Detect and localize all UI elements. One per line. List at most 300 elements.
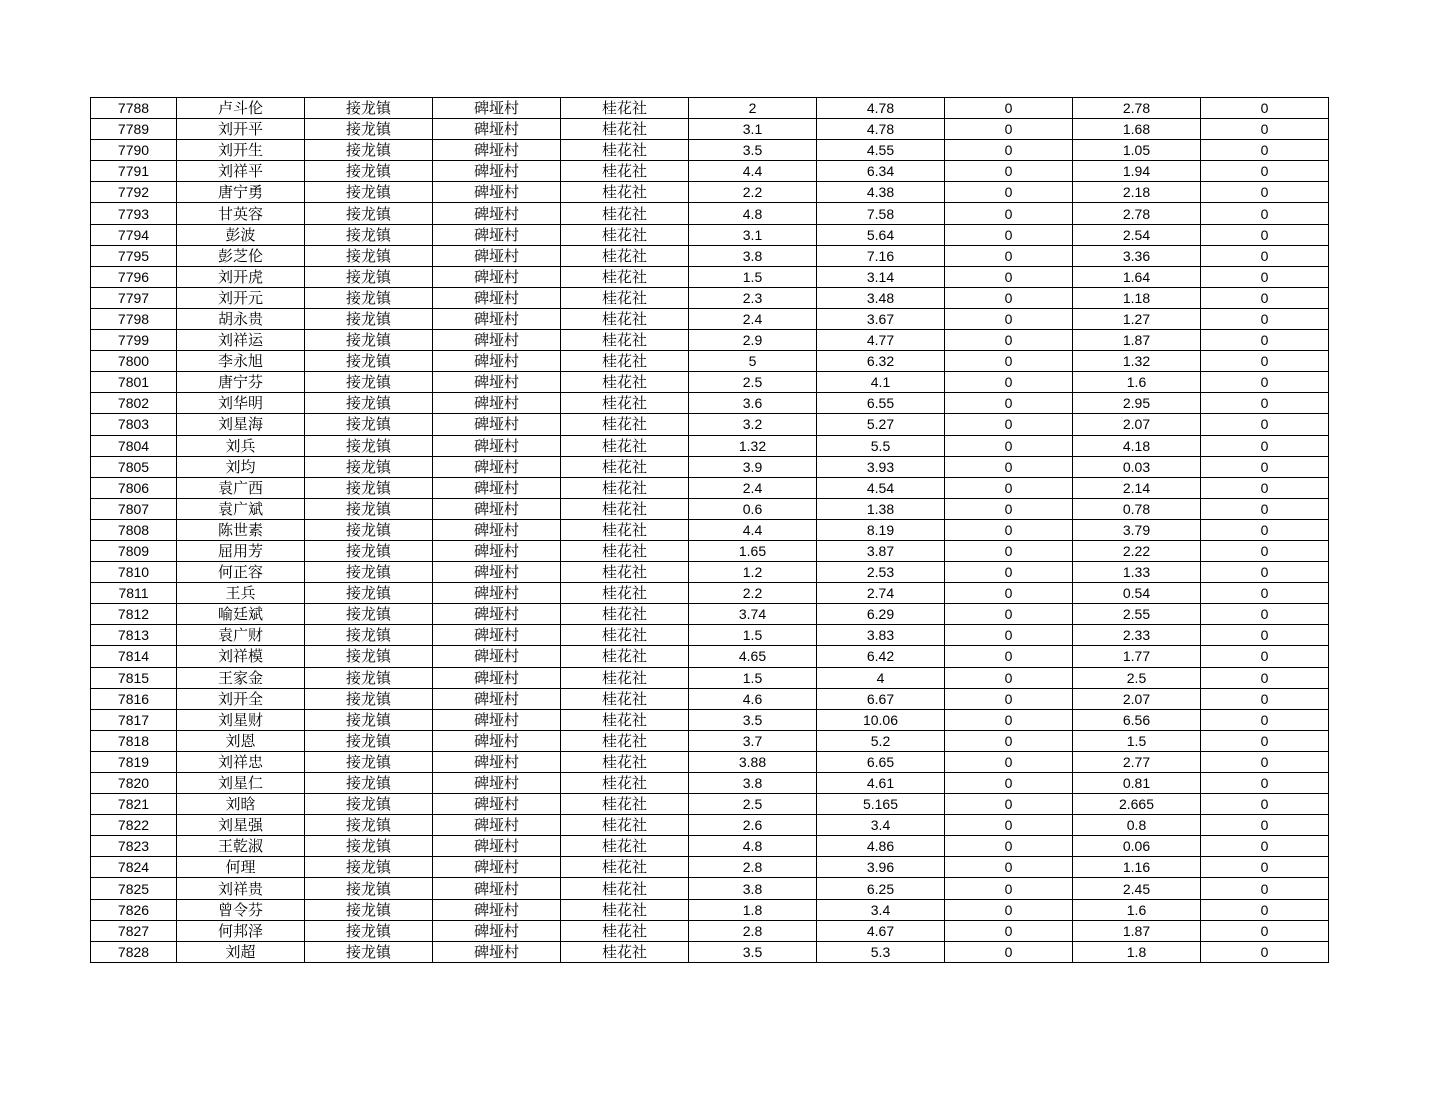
name-cell: 刘均: [177, 456, 305, 477]
value-b-cell: 10.06: [817, 709, 945, 730]
village-cell: 碑垭村: [433, 773, 561, 794]
id-cell: 7815: [91, 667, 177, 688]
value-b-cell: 4.61: [817, 773, 945, 794]
group-cell: 桂花社: [561, 751, 689, 772]
value-a-cell: 2.8: [689, 920, 817, 941]
id-cell: 7795: [91, 245, 177, 266]
name-cell: 刘晗: [177, 794, 305, 815]
village-cell: 碑垭村: [433, 203, 561, 224]
town-cell: 接龙镇: [305, 140, 433, 161]
value-c-cell: 0: [945, 266, 1073, 287]
value-e-cell: 0: [1201, 941, 1329, 962]
table-row: [91, 245, 1329, 266]
value-c-cell: 0: [945, 604, 1073, 625]
id-cell: 7823: [91, 836, 177, 857]
town-cell: 接龙镇: [305, 878, 433, 899]
value-d-cell: 2.33: [1073, 625, 1201, 646]
value-b-cell: 6.25: [817, 878, 945, 899]
value-d-cell: 1.87: [1073, 330, 1201, 351]
id-cell: 7810: [91, 562, 177, 583]
value-e-cell: 0: [1201, 857, 1329, 878]
town-cell: 接龙镇: [305, 330, 433, 351]
id-cell: 7796: [91, 266, 177, 287]
town-cell: 接龙镇: [305, 98, 433, 119]
value-e-cell: 0: [1201, 604, 1329, 625]
table-row: [91, 477, 1329, 498]
table-row: [91, 562, 1329, 583]
table-row: [91, 920, 1329, 941]
value-e-cell: 0: [1201, 667, 1329, 688]
value-b-cell: 4.78: [817, 119, 945, 140]
table-row: [91, 667, 1329, 688]
name-cell: 何邦泽: [177, 920, 305, 941]
town-cell: 接龙镇: [305, 435, 433, 456]
name-cell: 刘星仁: [177, 773, 305, 794]
village-cell: 碑垭村: [433, 667, 561, 688]
value-a-cell: 3.8: [689, 245, 817, 266]
value-a-cell: 4.4: [689, 161, 817, 182]
town-cell: 接龙镇: [305, 751, 433, 772]
value-e-cell: 0: [1201, 435, 1329, 456]
table-row: [91, 646, 1329, 667]
value-c-cell: 0: [945, 224, 1073, 245]
value-e-cell: 0: [1201, 730, 1329, 751]
town-cell: 接龙镇: [305, 393, 433, 414]
value-c-cell: 0: [945, 920, 1073, 941]
group-cell: 桂花社: [561, 562, 689, 583]
value-a-cell: 3.5: [689, 140, 817, 161]
village-cell: 碑垭村: [433, 836, 561, 857]
value-a-cell: 1.65: [689, 540, 817, 561]
value-c-cell: 0: [945, 667, 1073, 688]
value-b-cell: 8.19: [817, 519, 945, 540]
value-e-cell: 0: [1201, 583, 1329, 604]
id-cell: 7809: [91, 540, 177, 561]
value-a-cell: 2.2: [689, 182, 817, 203]
town-cell: 接龙镇: [305, 920, 433, 941]
value-e-cell: 0: [1201, 414, 1329, 435]
id-cell: 7821: [91, 794, 177, 815]
value-e-cell: 0: [1201, 308, 1329, 329]
value-b-cell: 1.38: [817, 498, 945, 519]
value-e-cell: 0: [1201, 351, 1329, 372]
value-c-cell: 0: [945, 646, 1073, 667]
town-cell: 接龙镇: [305, 414, 433, 435]
value-d-cell: 1.05: [1073, 140, 1201, 161]
value-e-cell: 0: [1201, 920, 1329, 941]
name-cell: 袁广斌: [177, 498, 305, 519]
value-d-cell: 2.77: [1073, 751, 1201, 772]
town-cell: 接龙镇: [305, 372, 433, 393]
village-cell: 碑垭村: [433, 498, 561, 519]
value-c-cell: 0: [945, 245, 1073, 266]
village-cell: 碑垭村: [433, 351, 561, 372]
table-row: [91, 161, 1329, 182]
table-row: [91, 351, 1329, 372]
name-cell: 刘祥运: [177, 330, 305, 351]
value-d-cell: 2.22: [1073, 540, 1201, 561]
village-cell: 碑垭村: [433, 393, 561, 414]
value-a-cell: 2.4: [689, 477, 817, 498]
value-d-cell: 2.95: [1073, 393, 1201, 414]
id-cell: 7793: [91, 203, 177, 224]
table-row: [91, 182, 1329, 203]
name-cell: 刘祥平: [177, 161, 305, 182]
group-cell: 桂花社: [561, 899, 689, 920]
name-cell: 刘恩: [177, 730, 305, 751]
town-cell: 接龙镇: [305, 119, 433, 140]
village-cell: 碑垭村: [433, 941, 561, 962]
table-row: [91, 836, 1329, 857]
name-cell: 曾令芬: [177, 899, 305, 920]
value-b-cell: 4.54: [817, 477, 945, 498]
value-c-cell: 0: [945, 372, 1073, 393]
value-b-cell: 4.86: [817, 836, 945, 857]
value-e-cell: 0: [1201, 688, 1329, 709]
value-b-cell: 3.67: [817, 308, 945, 329]
town-cell: 接龙镇: [305, 266, 433, 287]
name-cell: 刘超: [177, 941, 305, 962]
group-cell: 桂花社: [561, 794, 689, 815]
town-cell: 接龙镇: [305, 477, 433, 498]
value-e-cell: 0: [1201, 287, 1329, 308]
value-e-cell: 0: [1201, 646, 1329, 667]
group-cell: 桂花社: [561, 119, 689, 140]
value-d-cell: 2.665: [1073, 794, 1201, 815]
group-cell: 桂花社: [561, 372, 689, 393]
value-d-cell: 1.6: [1073, 899, 1201, 920]
village-cell: 碑垭村: [433, 224, 561, 245]
town-cell: 接龙镇: [305, 519, 433, 540]
value-e-cell: 0: [1201, 773, 1329, 794]
id-cell: 7820: [91, 773, 177, 794]
value-a-cell: 2.8: [689, 857, 817, 878]
value-c-cell: 0: [945, 393, 1073, 414]
value-b-cell: 3.4: [817, 899, 945, 920]
town-cell: 接龙镇: [305, 583, 433, 604]
value-a-cell: 3.5: [689, 941, 817, 962]
value-a-cell: 2.2: [689, 583, 817, 604]
id-cell: 7790: [91, 140, 177, 161]
group-cell: 桂花社: [561, 815, 689, 836]
village-cell: 碑垭村: [433, 688, 561, 709]
name-cell: 卢斗伦: [177, 98, 305, 119]
id-cell: 7807: [91, 498, 177, 519]
village-cell: 碑垭村: [433, 878, 561, 899]
group-cell: 桂花社: [561, 456, 689, 477]
town-cell: 接龙镇: [305, 604, 433, 625]
village-cell: 碑垭村: [433, 330, 561, 351]
value-e-cell: 0: [1201, 182, 1329, 203]
name-cell: 刘星强: [177, 815, 305, 836]
group-cell: 桂花社: [561, 941, 689, 962]
value-d-cell: 1.6: [1073, 372, 1201, 393]
id-cell: 7816: [91, 688, 177, 709]
value-a-cell: 5: [689, 351, 817, 372]
table-row: [91, 435, 1329, 456]
value-d-cell: 2.55: [1073, 604, 1201, 625]
value-a-cell: 3.74: [689, 604, 817, 625]
town-cell: 接龙镇: [305, 351, 433, 372]
value-b-cell: 5.27: [817, 414, 945, 435]
value-d-cell: 1.77: [1073, 646, 1201, 667]
value-c-cell: 0: [945, 519, 1073, 540]
value-b-cell: 6.55: [817, 393, 945, 414]
name-cell: 王兵: [177, 583, 305, 604]
value-c-cell: 0: [945, 878, 1073, 899]
value-c-cell: 0: [945, 815, 1073, 836]
town-cell: 接龙镇: [305, 224, 433, 245]
table-row: [91, 625, 1329, 646]
value-b-cell: 2.53: [817, 562, 945, 583]
village-cell: 碑垭村: [433, 182, 561, 203]
value-c-cell: 0: [945, 140, 1073, 161]
name-cell: 刘华明: [177, 393, 305, 414]
value-a-cell: 4.4: [689, 519, 817, 540]
value-b-cell: 3.83: [817, 625, 945, 646]
value-b-cell: 5.165: [817, 794, 945, 815]
value-e-cell: 0: [1201, 98, 1329, 119]
id-cell: 7803: [91, 414, 177, 435]
group-cell: 桂花社: [561, 857, 689, 878]
table-row: [91, 794, 1329, 815]
town-cell: 接龙镇: [305, 688, 433, 709]
table-row: [91, 815, 1329, 836]
table-row: [91, 709, 1329, 730]
id-cell: 7794: [91, 224, 177, 245]
name-cell: 何理: [177, 857, 305, 878]
name-cell: 袁广财: [177, 625, 305, 646]
value-e-cell: 0: [1201, 245, 1329, 266]
value-a-cell: 4.8: [689, 203, 817, 224]
group-cell: 桂花社: [561, 161, 689, 182]
value-c-cell: 0: [945, 308, 1073, 329]
value-e-cell: 0: [1201, 498, 1329, 519]
value-e-cell: 0: [1201, 477, 1329, 498]
value-c-cell: 0: [945, 435, 1073, 456]
value-b-cell: 2.74: [817, 583, 945, 604]
village-cell: 碑垭村: [433, 857, 561, 878]
name-cell: 刘开虎: [177, 266, 305, 287]
value-a-cell: 3.1: [689, 119, 817, 140]
value-d-cell: 2.45: [1073, 878, 1201, 899]
value-b-cell: 3.96: [817, 857, 945, 878]
id-cell: 7805: [91, 456, 177, 477]
value-e-cell: 0: [1201, 140, 1329, 161]
value-c-cell: 0: [945, 414, 1073, 435]
value-e-cell: 0: [1201, 836, 1329, 857]
group-cell: 桂花社: [561, 625, 689, 646]
group-cell: 桂花社: [561, 836, 689, 857]
value-d-cell: 0.8: [1073, 815, 1201, 836]
village-cell: 碑垭村: [433, 414, 561, 435]
id-cell: 7824: [91, 857, 177, 878]
id-cell: 7819: [91, 751, 177, 772]
village-cell: 碑垭村: [433, 794, 561, 815]
group-cell: 桂花社: [561, 393, 689, 414]
name-cell: 刘祥模: [177, 646, 305, 667]
value-d-cell: 1.87: [1073, 920, 1201, 941]
group-cell: 桂花社: [561, 920, 689, 941]
value-b-cell: 5.3: [817, 941, 945, 962]
name-cell: 王乾淑: [177, 836, 305, 857]
town-cell: 接龙镇: [305, 245, 433, 266]
value-e-cell: 0: [1201, 899, 1329, 920]
town-cell: 接龙镇: [305, 203, 433, 224]
town-cell: 接龙镇: [305, 773, 433, 794]
group-cell: 桂花社: [561, 98, 689, 119]
value-c-cell: 0: [945, 836, 1073, 857]
table-row: [91, 773, 1329, 794]
name-cell: 胡永贵: [177, 308, 305, 329]
table-row: [91, 98, 1329, 119]
value-b-cell: 6.34: [817, 161, 945, 182]
town-cell: 接龙镇: [305, 182, 433, 203]
table-row: [91, 498, 1329, 519]
value-a-cell: 2.4: [689, 308, 817, 329]
table-row: [91, 266, 1329, 287]
town-cell: 接龙镇: [305, 625, 433, 646]
value-c-cell: 0: [945, 203, 1073, 224]
value-e-cell: 0: [1201, 878, 1329, 899]
value-a-cell: 0.6: [689, 498, 817, 519]
id-cell: 7817: [91, 709, 177, 730]
town-cell: 接龙镇: [305, 161, 433, 182]
value-c-cell: 0: [945, 456, 1073, 477]
value-d-cell: 1.27: [1073, 308, 1201, 329]
village-cell: 碑垭村: [433, 98, 561, 119]
value-c-cell: 0: [945, 330, 1073, 351]
value-c-cell: 0: [945, 477, 1073, 498]
value-c-cell: 0: [945, 182, 1073, 203]
name-cell: 刘祥忠: [177, 751, 305, 772]
value-e-cell: 0: [1201, 456, 1329, 477]
id-cell: 7825: [91, 878, 177, 899]
id-cell: 7806: [91, 477, 177, 498]
id-cell: 7792: [91, 182, 177, 203]
value-b-cell: 5.64: [817, 224, 945, 245]
village-cell: 碑垭村: [433, 119, 561, 140]
table-body: [91, 98, 1329, 963]
value-e-cell: 0: [1201, 625, 1329, 646]
village-cell: 碑垭村: [433, 477, 561, 498]
table-row: [91, 583, 1329, 604]
value-e-cell: 0: [1201, 815, 1329, 836]
table-row: [91, 857, 1329, 878]
group-cell: 桂花社: [561, 878, 689, 899]
id-cell: 7828: [91, 941, 177, 962]
table-row: [91, 414, 1329, 435]
table-row: [91, 899, 1329, 920]
group-cell: 桂花社: [561, 519, 689, 540]
name-cell: 刘开生: [177, 140, 305, 161]
group-cell: 桂花社: [561, 498, 689, 519]
value-b-cell: 3.87: [817, 540, 945, 561]
table-row: [91, 730, 1329, 751]
value-d-cell: 1.64: [1073, 266, 1201, 287]
village-cell: 碑垭村: [433, 562, 561, 583]
value-c-cell: 0: [945, 161, 1073, 182]
value-c-cell: 0: [945, 773, 1073, 794]
group-cell: 桂花社: [561, 414, 689, 435]
value-d-cell: 1.33: [1073, 562, 1201, 583]
town-cell: 接龙镇: [305, 287, 433, 308]
name-cell: 陈世素: [177, 519, 305, 540]
name-cell: 甘英容: [177, 203, 305, 224]
group-cell: 桂花社: [561, 540, 689, 561]
value-e-cell: 0: [1201, 224, 1329, 245]
group-cell: 桂花社: [561, 224, 689, 245]
value-e-cell: 0: [1201, 330, 1329, 351]
town-cell: 接龙镇: [305, 498, 433, 519]
value-d-cell: 2.07: [1073, 414, 1201, 435]
value-b-cell: 7.16: [817, 245, 945, 266]
id-cell: 7826: [91, 899, 177, 920]
id-cell: 7827: [91, 920, 177, 941]
group-cell: 桂花社: [561, 688, 689, 709]
value-a-cell: 2.5: [689, 794, 817, 815]
village-cell: 碑垭村: [433, 308, 561, 329]
name-cell: 刘开全: [177, 688, 305, 709]
group-cell: 桂花社: [561, 245, 689, 266]
value-b-cell: 3.14: [817, 266, 945, 287]
town-cell: 接龙镇: [305, 836, 433, 857]
name-cell: 王家金: [177, 667, 305, 688]
value-b-cell: 3.48: [817, 287, 945, 308]
value-d-cell: 1.94: [1073, 161, 1201, 182]
value-d-cell: 1.68: [1073, 119, 1201, 140]
value-d-cell: 4.18: [1073, 435, 1201, 456]
town-cell: 接龙镇: [305, 308, 433, 329]
village-cell: 碑垭村: [433, 730, 561, 751]
value-b-cell: 5.5: [817, 435, 945, 456]
name-cell: 李永旭: [177, 351, 305, 372]
value-b-cell: 6.32: [817, 351, 945, 372]
id-cell: 7801: [91, 372, 177, 393]
id-cell: 7789: [91, 119, 177, 140]
village-cell: 碑垭村: [433, 287, 561, 308]
village-cell: 碑垭村: [433, 372, 561, 393]
value-b-cell: 3.93: [817, 456, 945, 477]
value-e-cell: 0: [1201, 119, 1329, 140]
village-cell: 碑垭村: [433, 140, 561, 161]
value-c-cell: 0: [945, 540, 1073, 561]
id-cell: 7818: [91, 730, 177, 751]
name-cell: 刘开元: [177, 287, 305, 308]
village-cell: 碑垭村: [433, 435, 561, 456]
group-cell: 桂花社: [561, 330, 689, 351]
id-cell: 7813: [91, 625, 177, 646]
value-a-cell: 4.6: [689, 688, 817, 709]
value-a-cell: 3.1: [689, 224, 817, 245]
village-cell: 碑垭村: [433, 899, 561, 920]
town-cell: 接龙镇: [305, 899, 433, 920]
id-cell: 7811: [91, 583, 177, 604]
value-c-cell: 0: [945, 98, 1073, 119]
value-b-cell: 4.77: [817, 330, 945, 351]
town-cell: 接龙镇: [305, 794, 433, 815]
town-cell: 接龙镇: [305, 540, 433, 561]
name-cell: 彭芝伦: [177, 245, 305, 266]
value-a-cell: 1.8: [689, 899, 817, 920]
value-a-cell: 3.6: [689, 393, 817, 414]
value-b-cell: 5.2: [817, 730, 945, 751]
table-row: [91, 119, 1329, 140]
id-cell: 7791: [91, 161, 177, 182]
id-cell: 7812: [91, 604, 177, 625]
value-b-cell: 6.29: [817, 604, 945, 625]
town-cell: 接龙镇: [305, 456, 433, 477]
